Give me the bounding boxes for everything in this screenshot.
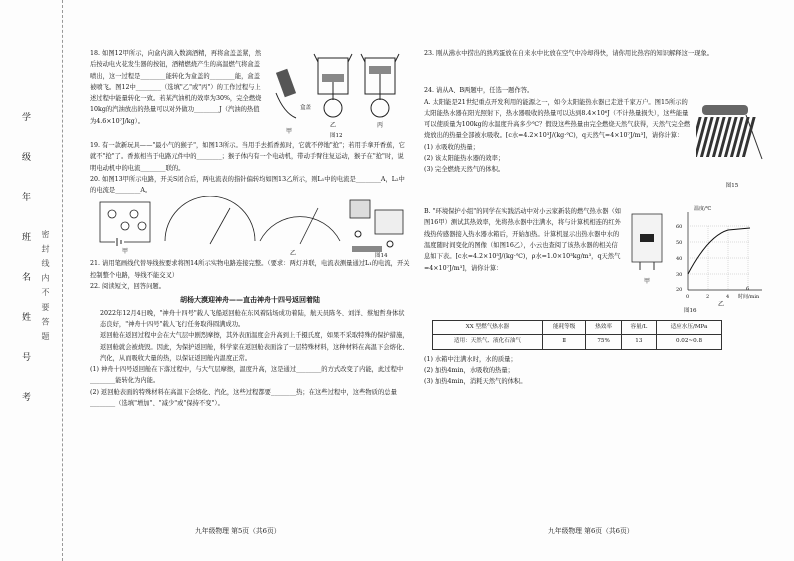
left-footer: 九年级物理 第5页（共6页） (195, 527, 281, 535)
question-22-1: (1) 神舟十四号返回舱在下落过程中，与大气层摩擦，温度升高，这是通过________的方式改变了内能，此过程中________能转化为内能。 (90, 366, 404, 385)
q24b-item-2: (2) 加热4min，水吸收的热量； (424, 367, 514, 375)
table-cell: 13 (621, 335, 656, 349)
question-22: 22. 阅读短文，回答问题。 (90, 283, 165, 291)
question-22-2: (2) 返回舱表面的特殊材料在高温下会熔化、汽化，这些过程都要________热；在这些过程中，这些物质的总量________（选填"增加"、"减少"或"保持不变"）。 (90, 388, 397, 408)
engine-cylinder-c (361, 54, 399, 117)
question-23: 23. 刚从沸水中捞出的熟鸡蛋放在自来水中比放在空气中冷却得快，请你用比热容的知识解释这一现象。 (424, 50, 714, 57)
question-21: 21. 请用笔画线代替导线按要求将图14所示实物电路连接完整。（要求：两灯并联，电流表测量通过L₁的电流，开关控制整个电路，导线不能交叉） (90, 260, 410, 279)
fig12-caption: 图12 (330, 133, 343, 139)
circuit-diagram (100, 202, 150, 246)
fig13-label-b: 乙 (290, 250, 297, 258)
table-cell: 适用：天然气、液化石油气 (433, 335, 543, 349)
fig16-caption: 图16 (684, 308, 697, 315)
right-footer: 九年级物理 第6页（共6页） (548, 527, 634, 535)
q24b-item-1: (1) 水箱中注满水时，水的质量； (424, 355, 517, 363)
engine-cylinder-b (314, 54, 352, 117)
spark-jar (276, 69, 296, 118)
table-header-cell: 能耗等级 (542, 321, 586, 335)
binding-strip (0, 0, 63, 561)
circuit-figures (90, 196, 410, 258)
fig16-ytick-60: 60 (676, 224, 683, 231)
table-header-cell: 热效率 (586, 321, 621, 335)
figure-16 (628, 206, 768, 316)
figure-15 (696, 97, 768, 193)
engine-figure (270, 48, 410, 128)
fig16-ytick-50: 50 (676, 240, 683, 247)
right-page (424, 48, 769, 388)
fig16-xtick-6: 6 (746, 286, 750, 293)
table-cell: 75% (586, 335, 621, 349)
fig16-ytick-30: 30 (676, 272, 683, 279)
fig16-ytick-40: 40 (676, 256, 683, 263)
table-header-cell: 适应水压/MPa (656, 321, 721, 335)
table-header-cell: 容量/L (621, 321, 656, 335)
table-cell: Ⅱ (542, 335, 586, 349)
figure-12 (270, 48, 410, 140)
binding-label: 名 (22, 273, 32, 283)
figure-13-14-row (90, 196, 410, 258)
heater-spec-table (432, 320, 722, 350)
fig16-xtick-2: 2 (706, 294, 710, 301)
fig12-label-a: 甲 (286, 128, 293, 135)
article-paragraph-2: 返回舱在返回过程中会在大气层中剧烈摩擦，其外表面温度会升高到上千摄氏度，如果不采取特殊的保护措施，返回舱就会被烧毁。因此，为保护返回舱，科学家在返回舱表面涂了一层特殊材料，这种材料在高温下会熔化、汽化，从而吸收大量的热，以保证返回舱内温度正常。 (100, 332, 409, 362)
fig16-xtick-4: 4 (726, 294, 730, 301)
fig15-caption: 图15 (725, 182, 739, 189)
fig16-x-axis-label: 时间/min (738, 294, 760, 301)
left-page (90, 48, 410, 409)
gas-heater-icon (632, 214, 662, 270)
table-header-cell: XX 型燃气热水器 (433, 321, 543, 335)
table-row (433, 335, 722, 349)
question-18: 18. 如图12甲所示，向盒内滴入数滴酒精，再将盒盖盖紧，然后按动电火花发生器的按钮，酒精燃烧产生的高温燃气将盒盖喷出，这一过程是________能转化为盒盖的________能，盒盖被喷飞。图12中________（选填"乙"或"丙"）的工作过程与上述过程中能量转化一致。若某汽油机的效率为30%，完全燃烧10kg的汽油放出的热量可以对外做功________J（汽油的热值为4.6×10⁷J/kg）。 (90, 50, 262, 125)
seal-line-text: 密 封 线 内 不 要 答 题 (41, 230, 50, 342)
q24b-item-3: (3) 加热4min，消耗天然气的体积。 (424, 378, 527, 386)
fig14-caption: 图14 (375, 253, 388, 260)
physical-circuit (350, 200, 403, 252)
question-19: 19. 有一款新玩具——"最小气的猴子"，如图13所示。当用手去抓香蕉时，它就不停地"抢"；若用手拿开香蕉，它就不"抢"了。香蕉相当于电路元件中的________；猴子体内有一个电动机，带动手臂往复运动，猴子在"抢"时，说明电动机中的电流________联的。 (90, 142, 405, 172)
fig16-y-axis-label: 温度/℃ (694, 206, 712, 213)
fig12-label-b: 乙 (330, 122, 337, 129)
question-24a: A. 太阳能是21世纪重点开发利用的能源之一，如今太阳能热水器已走进千家万户。图15所示的太阳能热水器在阳光照射下，热水器吸收的热量可以达到8.4×10⁶J（不计热量损失），这些能量可以使质量为100kg的水温度升高多少℃？假设这些热量由完全燃烧天然气获得，天然气完全燃烧放出的热量全部被水吸收。[c水=4.2×10³J/(kg·℃)，q天然气=4×10⁷J/m³]，请你计算： (424, 98, 691, 140)
binding-label: 班 (22, 233, 32, 243)
question-24b: B. "环境保护小组"的同学在实践活动中对小云家新装的燃气热水器（如图16甲）测试其热效率，先将热水器中注满水，将与计算机相连的红外线热传感器接入热水器水箱后，开始加热。计算机显示出热水器中水的温度随时间变化的图像（如图16乙），小云也查阅了该热水器的相关信息如下表。[c水=4.2×10³J/(kg·℃)，ρ水=1.0×10³kg/m³，q天然气=4×10⁷J/m³]，请你计算： (424, 208, 622, 272)
solar-heater-icon (696, 97, 768, 177)
binding-label: 姓 (22, 313, 32, 323)
fig16-xtick-0: 0 (686, 294, 690, 301)
fig16-label-a: 甲 (644, 278, 651, 286)
binding-label: 级 (22, 153, 32, 163)
temperature-time-graph (688, 212, 762, 290)
binding-label: 号 (22, 353, 32, 363)
ammeter-dial-2 (260, 208, 340, 244)
article-title: 胡杨大漠迎神舟——直击神舟十四号返回着陆 (180, 295, 320, 305)
q24a-item-3: (3) 完全燃烧天然气的体积。 (424, 166, 505, 174)
q24a-item-1: (1) 水吸收的热量； (424, 143, 479, 151)
fig16-label-b: 乙 (718, 301, 725, 309)
binding-label: 考 (22, 393, 32, 403)
question-24: 24. 请从A、B两题中，任选一题作答。 (424, 87, 534, 95)
fig12-side-label: 盒盖 (300, 105, 312, 111)
binding-label: 年 (22, 193, 32, 203)
fig13-label-a: 甲 (122, 248, 129, 256)
fig16-ytick-20: 20 (676, 287, 683, 294)
binding-label: 学 (22, 113, 32, 123)
fig12-label-c: 丙 (377, 122, 384, 129)
table-header-row (433, 321, 722, 335)
q24a-item-2: (2) 该太阳能热水器的效率； (424, 155, 505, 163)
table-cell: 0.02~0.8 (656, 335, 721, 349)
article-paragraph-1: 2022年12月4日晚，"神舟十四号"载人飞船返回舱在东风着陆场成功着陆，航天员陈冬、刘洋、蔡旭哲身体状态良好，"神舟十四号"载人飞行任务取得圆满成功。 (100, 309, 405, 328)
question-20: 20. 如图13甲所示电路，开关S闭合后，两电流表的指针偏转均如图13乙所示，则L₁中的电流是________A，L₂中的电流是________A。 (90, 175, 405, 195)
ammeter-dial-1 (165, 196, 255, 244)
